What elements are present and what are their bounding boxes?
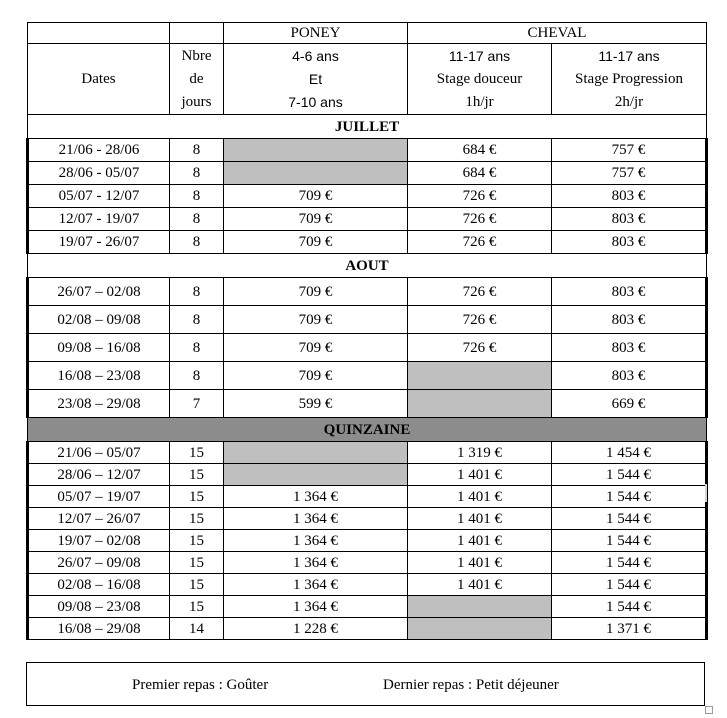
table-row [28, 486, 707, 508]
cell-days: 8 [170, 162, 224, 185]
cell-douceur-unavailable [408, 596, 552, 618]
cell-days: 15 [170, 442, 224, 464]
cell-dates: 05/07 – 19/07 [28, 486, 170, 508]
table-row [28, 618, 707, 640]
cell-douceur: 684 € [408, 139, 552, 162]
cell-progression: 1 544 € [552, 574, 707, 596]
cell-poney-unavailable [224, 162, 408, 185]
table-row [28, 508, 707, 530]
header-dates: Dates [28, 44, 170, 115]
header-cheval-douceur: 11-17 ans Stage douceur 1h/jr [408, 44, 552, 115]
cell-douceur: 1 401 € [408, 508, 552, 530]
header-cheval: CHEVAL [408, 23, 707, 44]
cell-days: 8 [170, 306, 224, 334]
cell-days: 15 [170, 574, 224, 596]
header-cheval-progression: 11-17 ans Stage Progression 2h/jr [552, 44, 707, 115]
section-row [28, 254, 707, 278]
table-row [28, 464, 707, 486]
cell-dates: 16/08 – 29/08 [28, 618, 170, 640]
cell-days: 8 [170, 334, 224, 362]
table-row [28, 552, 707, 574]
cell-poney: 1 228 € [224, 618, 408, 640]
cell-poney: 709 € [224, 231, 408, 254]
cell-poney: 1 364 € [224, 486, 408, 508]
cell-progression: 803 € [552, 231, 707, 254]
cell-douceur: 726 € [408, 208, 552, 231]
cell-progression: 1 544 € [552, 508, 707, 530]
cell-poney-unavailable [224, 139, 408, 162]
table-row [28, 278, 707, 306]
cell-progression: 803 € [552, 185, 707, 208]
cell-douceur: 726 € [408, 185, 552, 208]
cell-progression: 1 544 € [552, 552, 707, 574]
header-group-row [28, 23, 707, 44]
cell-days: 8 [170, 278, 224, 306]
cell-progression: 1 544 € [552, 486, 707, 508]
header-empty-days [170, 23, 224, 44]
cell-dates: 26/07 – 02/08 [28, 278, 170, 306]
cell-douceur: 1 401 € [408, 552, 552, 574]
section-title: AOUT [28, 254, 707, 278]
header-poney-ages: 4-6 ans Et 7-10 ans [224, 44, 408, 115]
table-row [28, 334, 707, 362]
cell-poney: 709 € [224, 362, 408, 390]
section-title: JUILLET [28, 115, 707, 139]
table-row [28, 574, 707, 596]
table-row [28, 231, 707, 254]
cell-dates: 16/08 – 23/08 [28, 362, 170, 390]
cell-days: 15 [170, 486, 224, 508]
cell-douceur: 1 319 € [408, 442, 552, 464]
cell-progression: 1 544 € [552, 530, 707, 552]
cell-dates: 12/07 - 19/07 [28, 208, 170, 231]
table-row [28, 442, 707, 464]
cell-dates: 19/07 - 26/07 [28, 231, 170, 254]
cell-days: 15 [170, 552, 224, 574]
cell-poney: 709 € [224, 334, 408, 362]
cell-progression: 669 € [552, 390, 707, 418]
cell-poney: 709 € [224, 306, 408, 334]
cell-poney: 709 € [224, 278, 408, 306]
meals-footer [26, 662, 705, 706]
header-columns-row [28, 44, 707, 115]
cell-days: 15 [170, 508, 224, 530]
cell-dates: 28/06 - 05/07 [28, 162, 170, 185]
cell-progression: 1 454 € [552, 442, 707, 464]
cell-douceur: 726 € [408, 278, 552, 306]
resize-handle[interactable] [705, 706, 713, 714]
header-days: Nbre de jours [170, 44, 224, 115]
first-meal-text: Premier repas : Goûter [132, 677, 269, 693]
cell-days: 8 [170, 208, 224, 231]
cell-poney: 1 364 € [224, 530, 408, 552]
cell-progression: 1 544 € [552, 464, 707, 486]
cell-progression: 757 € [552, 139, 707, 162]
table-row [28, 306, 707, 334]
cell-poney: 1 364 € [224, 596, 408, 618]
cell-progression: 757 € [552, 162, 707, 185]
cell-days: 8 [170, 231, 224, 254]
cell-days: 15 [170, 596, 224, 618]
cell-dates: 12/07 – 26/07 [28, 508, 170, 530]
table-row [28, 530, 707, 552]
section-row [28, 115, 707, 139]
table-row [28, 390, 707, 418]
cell-dates: 05/07 - 12/07 [28, 185, 170, 208]
cell-progression: 803 € [552, 278, 707, 306]
cell-douceur: 726 € [408, 334, 552, 362]
cell-days: 8 [170, 139, 224, 162]
last-meal-text: Dernier repas : Petit déjeuner [383, 677, 559, 693]
pricing-table [26, 22, 708, 640]
cell-dates: 09/08 – 16/08 [28, 334, 170, 362]
cell-poney: 1 364 € [224, 552, 408, 574]
cell-poney: 1 364 € [224, 574, 408, 596]
cell-poney: 1 364 € [224, 508, 408, 530]
cell-douceur: 1 401 € [408, 574, 552, 596]
header-poney: PONEY [224, 23, 408, 44]
cell-progression: 803 € [552, 306, 707, 334]
table-row [28, 596, 707, 618]
cell-poney: 709 € [224, 185, 408, 208]
cell-douceur: 1 401 € [408, 486, 552, 508]
cell-dates: 21/06 – 05/07 [28, 442, 170, 464]
cell-progression: 1 544 € [552, 596, 707, 618]
cell-days: 8 [170, 185, 224, 208]
cell-progression: 803 € [552, 362, 707, 390]
cell-douceur: 684 € [408, 162, 552, 185]
cell-dates: 26/07 – 09/08 [28, 552, 170, 574]
table-row [28, 185, 707, 208]
cell-progression: 803 € [552, 208, 707, 231]
cell-poney: 709 € [224, 208, 408, 231]
cell-dates: 23/08 – 29/08 [28, 390, 170, 418]
cell-days: 7 [170, 390, 224, 418]
cell-days: 15 [170, 530, 224, 552]
cell-dates: 21/06 - 28/06 [28, 139, 170, 162]
section-row [28, 418, 707, 442]
cell-poney-unavailable [224, 464, 408, 486]
cell-douceur: 726 € [408, 231, 552, 254]
table-row [28, 139, 707, 162]
table-row [28, 362, 707, 390]
cell-douceur-unavailable [408, 362, 552, 390]
cell-poney-unavailable [224, 442, 408, 464]
cell-dates: 09/08 – 23/08 [28, 596, 170, 618]
cell-progression: 1 371 € [552, 618, 707, 640]
cell-days: 15 [170, 464, 224, 486]
cell-dates: 02/08 – 16/08 [28, 574, 170, 596]
header-empty-dates [28, 23, 170, 44]
cell-douceur: 1 401 € [408, 464, 552, 486]
cell-poney: 599 € [224, 390, 408, 418]
cell-dates: 28/06 – 12/07 [28, 464, 170, 486]
section-title: QUINZAINE [28, 418, 707, 442]
cell-douceur-unavailable [408, 618, 552, 640]
cell-douceur: 1 401 € [408, 530, 552, 552]
margin-marker [705, 484, 707, 502]
cell-douceur-unavailable [408, 390, 552, 418]
cell-days: 8 [170, 362, 224, 390]
cell-dates: 19/07 – 02/08 [28, 530, 170, 552]
cell-days: 14 [170, 618, 224, 640]
cell-progression: 803 € [552, 334, 707, 362]
table-row [28, 208, 707, 231]
cell-douceur: 726 € [408, 306, 552, 334]
cell-dates: 02/08 – 09/08 [28, 306, 170, 334]
table-row [28, 162, 707, 185]
